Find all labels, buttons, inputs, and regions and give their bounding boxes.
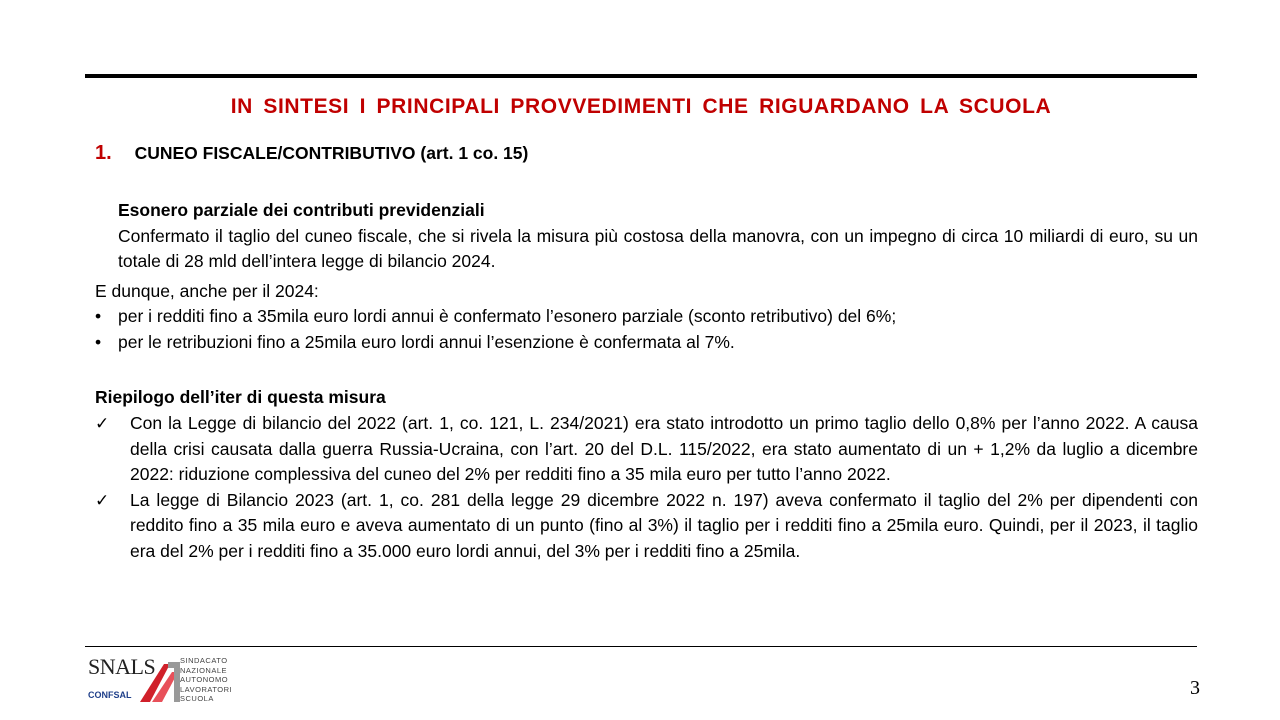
logo-word: AUTONOMO <box>180 675 229 684</box>
bullet-list <box>95 304 1195 355</box>
recap-item-text: Con la Legge di bilancio del 2022 (art. 1, co. 121, L. 234/2021) era stato introdotto un primo taglio dello 0,8% per l’anno 2022. A causa della crisi causata dalla guerra Russia-Ucraina, con l’art. 20 del D.L. 115/2022, era stato aumentato di un + 1,2% da luglio a dicembre 2022: riduzione complessiva del cuneo del 2% per redditi fino a 35 mila euro per tutto l’anno 2022. <box>130 413 1198 484</box>
bullet-text: per le retribuzioni fino a 25mila euro lordi annui l’esenzione è confermata al 7%. <box>118 331 735 352</box>
block-paragraph: Confermato il taglio del cuneo fiscale, che si rivela la misura più costosa della manovra, con un impegno di circa 10 miliardi di euro, su un totale di 28 mld dell’intera legge di bilancio 2024. <box>118 225 1198 271</box>
page-number: 3 <box>1190 677 1200 699</box>
page-title: IN SINTESI I PRINCIPALI PROVVEDIMENTI CHE RIGUARDANO LA SCUOLA <box>230 95 1052 118</box>
list-item <box>95 330 1195 356</box>
logo-word: NAZIONALE <box>180 665 228 675</box>
list-item <box>95 488 1198 565</box>
logo-mark-icon <box>138 658 182 704</box>
checkmark-icon: ✓ <box>95 490 110 510</box>
list-item <box>95 304 1195 330</box>
block-subtitle: Esonero parziale dei contributi previdenziali <box>118 200 485 220</box>
logo-word: SINDACATO <box>180 656 228 665</box>
top-rule <box>85 74 1197 78</box>
section-number: 1. <box>95 142 112 164</box>
recap-item-text: La legge di Bilancio 2023 (art. 1, co. 281 della legge 29 dicembre 2022 n. 197) aveva confermato il taglio del 2% per dipendenti con reddito fino a 35 mila euro e aveva aumentato di un punto (fino al 3%) il taglio per i redditi fino a 25mila euro. Quindi, per il 2023, il taglio era del 2% per i redditi fino a 35.000 euro lordi annui, del 3% per i redditi fino a 25mila. <box>130 489 1198 561</box>
recap-heading: Riepilogo dell’iter di questa misura <box>95 387 386 407</box>
bullet-icon: • <box>95 306 102 326</box>
list-item <box>95 411 1198 488</box>
logo-words <box>180 656 232 704</box>
checkmark-icon: ✓ <box>95 414 110 433</box>
logo-word: SCUOLA <box>180 694 214 703</box>
intro-line: E dunque, anche per il 2024: <box>95 281 319 301</box>
snals-logo <box>88 654 238 706</box>
logo-word: LAVORATORI <box>180 684 233 694</box>
block-esonero <box>118 198 1198 275</box>
logo-confsal: CONFSAL <box>88 690 132 700</box>
section-title: CUNEO FISCALE/CONTRIBUTIVO (art. 1 co. 15) <box>134 143 529 163</box>
bullet-text: per i redditi fino a 35mila euro lordi annui è confermato l’esonero parziale (sconto retributivo) del 6%; <box>118 306 897 326</box>
recap-list <box>95 411 1198 564</box>
section-heading <box>95 142 528 165</box>
logo-name: SNALS <box>88 654 156 679</box>
bottom-rule <box>85 646 1197 647</box>
bullet-icon: • <box>95 331 102 352</box>
